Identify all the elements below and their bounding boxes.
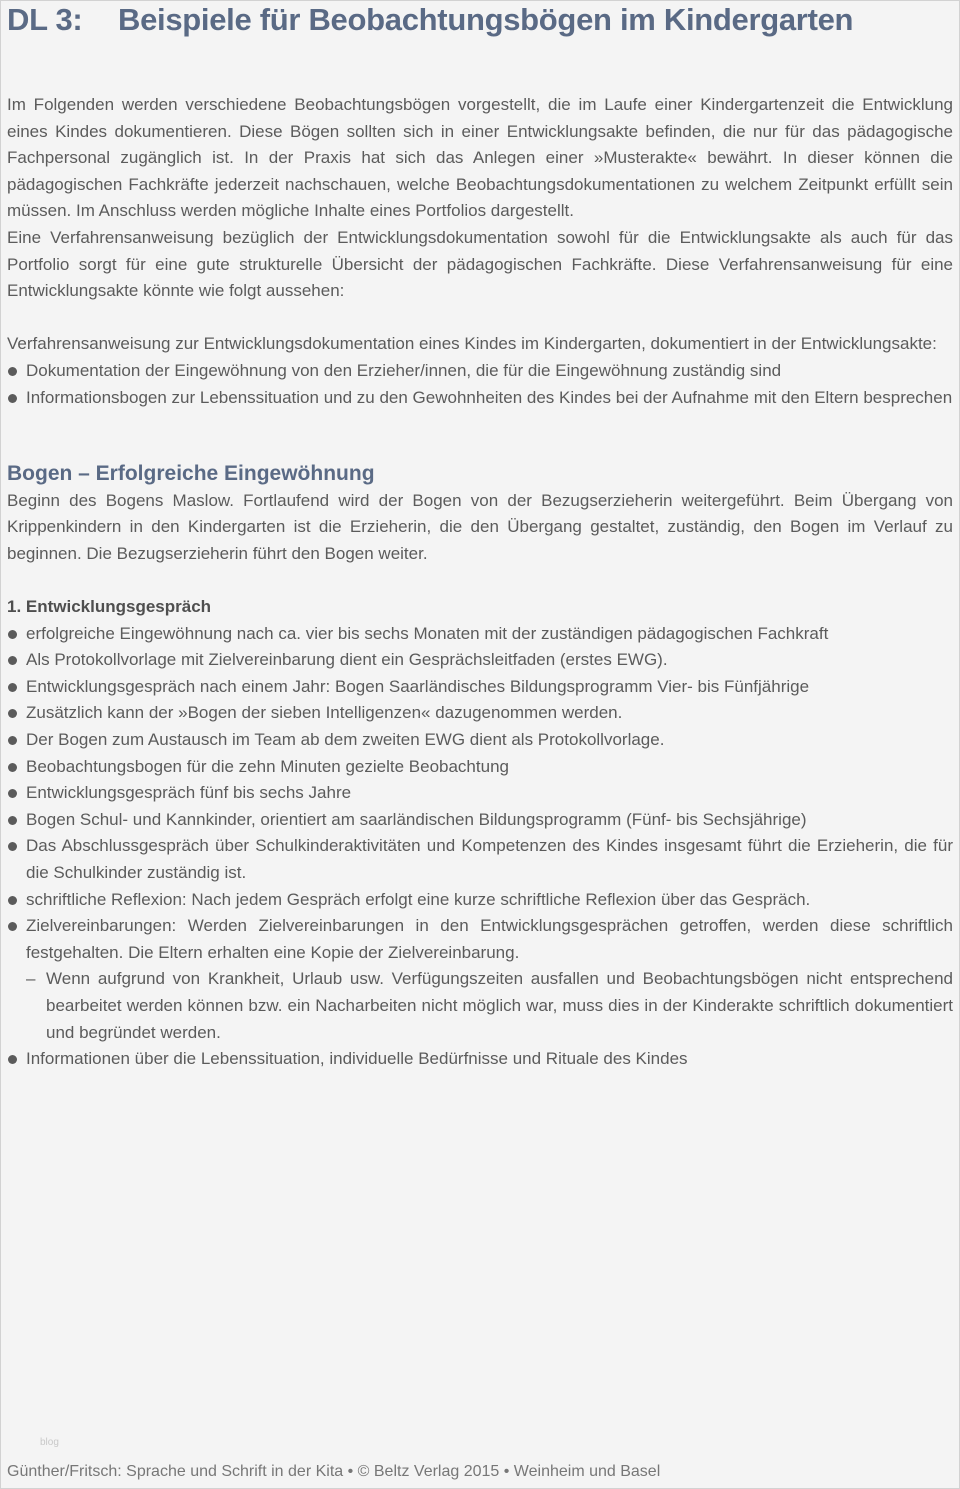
list-item: Informationsbogen zur Lebenssituation und zu den Gewohnheiten des Kindes bei der Aufnahme mit den Eltern besprechen <box>7 385 953 412</box>
list-item: Das Abschlussgespräch über Schulkinderaktivitäten und Kompetenzen des Kindes insgesamt führt die Erzieherin, die für die Schulkinder zuständig ist. <box>7 833 953 886</box>
list-item: Dokumentation der Eingewöhnung von den Erzieher/innen, die für die Eingewöhnung zuständig sind <box>7 358 953 385</box>
bullet-icon <box>8 394 17 403</box>
bullet-icon <box>8 656 17 665</box>
bullet-icon <box>8 736 17 745</box>
section-heading: Bogen – Erfolgreiche Eingewöhnung <box>7 461 375 485</box>
bullet-icon <box>8 1055 17 1064</box>
bullet-icon <box>8 816 17 825</box>
bullet-icon <box>8 763 17 772</box>
bullet-icon <box>8 630 17 639</box>
list-item: Beobachtungsbogen für die zehn Minuten gezielte Beobachtung <box>7 754 953 781</box>
list-item: Informationen über die Lebenssituation, individuelle Bedürfnisse und Rituale des Kindes <box>7 1046 953 1073</box>
document-body <box>7 92 953 1073</box>
section-text: Beginn des Bogens Maslow. Fortlaufend wird der Bogen von der Bezugserzieherin weitergeführt. Beim Übergang von Krippenkindern in den Kindergarten ist die Erzieherin, die den Übergang gestaltet, zuständig, den Bogen im Verlauf zu beginnen. Die Bezugserzieherin führt den Bogen weiter. <box>7 490 953 563</box>
list-item: Bogen Schul- und Kannkinder, orientiert am saarländischen Bildungsprogramm (Fünf- bis Sechsjährige) <box>7 807 953 834</box>
procedure-text: Verfahrensanweisung zur Entwicklungsdokumentation eines Kindes im Kindergarten, dokumentiert in der Entwicklungsakte: <box>7 334 937 354</box>
list-item: erfolgreiche Eingewöhnung nach ca. vier bis sechs Monaten mit der zuständigen pädagogischen Fachkraft <box>7 621 953 648</box>
bullet-icon <box>8 842 17 851</box>
procedure-list <box>7 358 953 411</box>
intro-paragraph: Im Folgenden werden verschiedene Beobachtungsbögen vorgestellt, die im Laufe einer Kindergartenzeit die Entwicklung eines Kindes dokumentieren. Diese Bögen sollten sich in einer Entwicklungsakte befinden, die nur für das pädagogische Fachpersonal zugänglich ist. In der Praxis hat sich das Anlegen einer »Musterakte« bewährt. In dieser können die pädagogischen Fachkräfte jederzeit nachschauen, welche Beobachtungsdokumentationen zu welchem Zeitpunkt erfüllt sein müssen. Im Anschluss werden mögliche Inhalte eines Portfolios dargestellt. <box>7 95 953 221</box>
list-item: Der Bogen zum Austausch im Team ab dem zweiten EWG dient als Protokollvorlage. <box>7 727 953 754</box>
page-title <box>7 2 853 38</box>
sub-list-item: – Wenn aufgrund von Krankheit, Urlaub usw. Verfügungszeiten ausfallen und Beobachtungsbögen nicht entsprechend bearbeitet werden können bzw. ein Nacharbeiten nicht möglich war, muss dies in der Kinderakte schriftlich dokumentiert und begründet werden. <box>7 966 953 1046</box>
subheading: 1. Entwicklungsgespräch <box>7 597 212 617</box>
list-item: schriftliche Reflexion: Nach jedem Gespräch erfolgt eine kurze schriftliche Reflexion über das Gespräch. <box>7 887 953 914</box>
dash-icon: – <box>26 969 36 989</box>
bullet-icon <box>8 922 17 931</box>
bullet-icon <box>8 683 17 692</box>
title-text: Beispiele für Beobachtungsbögen im Kindergarten <box>118 2 854 37</box>
list-item: Entwicklungsgespräch fünf bis sechs Jahre <box>7 780 953 807</box>
list-item: Zusätzlich kann der »Bogen der sieben Intelligenzen« dazugenommen werden. <box>7 700 953 727</box>
list-item: Entwicklungsgespräch nach einem Jahr: Bogen Saarländisches Bildungsprogramm Vier- bis Fünfjährige <box>7 674 953 701</box>
intro-paragraph: Eine Verfahrensanweisung bezüglich der Entwicklungsdokumentation sowohl für die Entwicklungsakte als auch für das Portfolio sorgt für eine gute strukturelle Übersicht der pädagogischen Fachkräfte. Diese Verfahrensanweisung für eine Entwicklungsakte könnte wie folgt aussehen: <box>7 227 953 301</box>
section-list <box>7 621 953 1073</box>
list-item: Zielvereinbarungen: Werden Zielvereinbarungen in den Entwicklungsgesprächen getroffen, werden diese schriftlich festgehalten. Die Eltern erhalten eine Kopie der Zielvereinbarung. <box>7 913 953 966</box>
bullet-icon <box>8 789 17 798</box>
bullet-icon <box>8 709 17 718</box>
title-label: DL 3: <box>7 2 83 37</box>
bullet-icon <box>8 896 17 905</box>
footer-citation: Günther/Fritsch: Sprache und Schrift in der Kita • © Beltz Verlag 2015 • Weinheim und Basel <box>7 1463 661 1480</box>
bullet-icon <box>8 367 17 376</box>
list-item: Als Protokollvorlage mit Zielvereinbarung dient ein Gesprächsleitfaden (erstes EWG). <box>7 647 953 674</box>
watermark: blog <box>40 1437 59 1448</box>
